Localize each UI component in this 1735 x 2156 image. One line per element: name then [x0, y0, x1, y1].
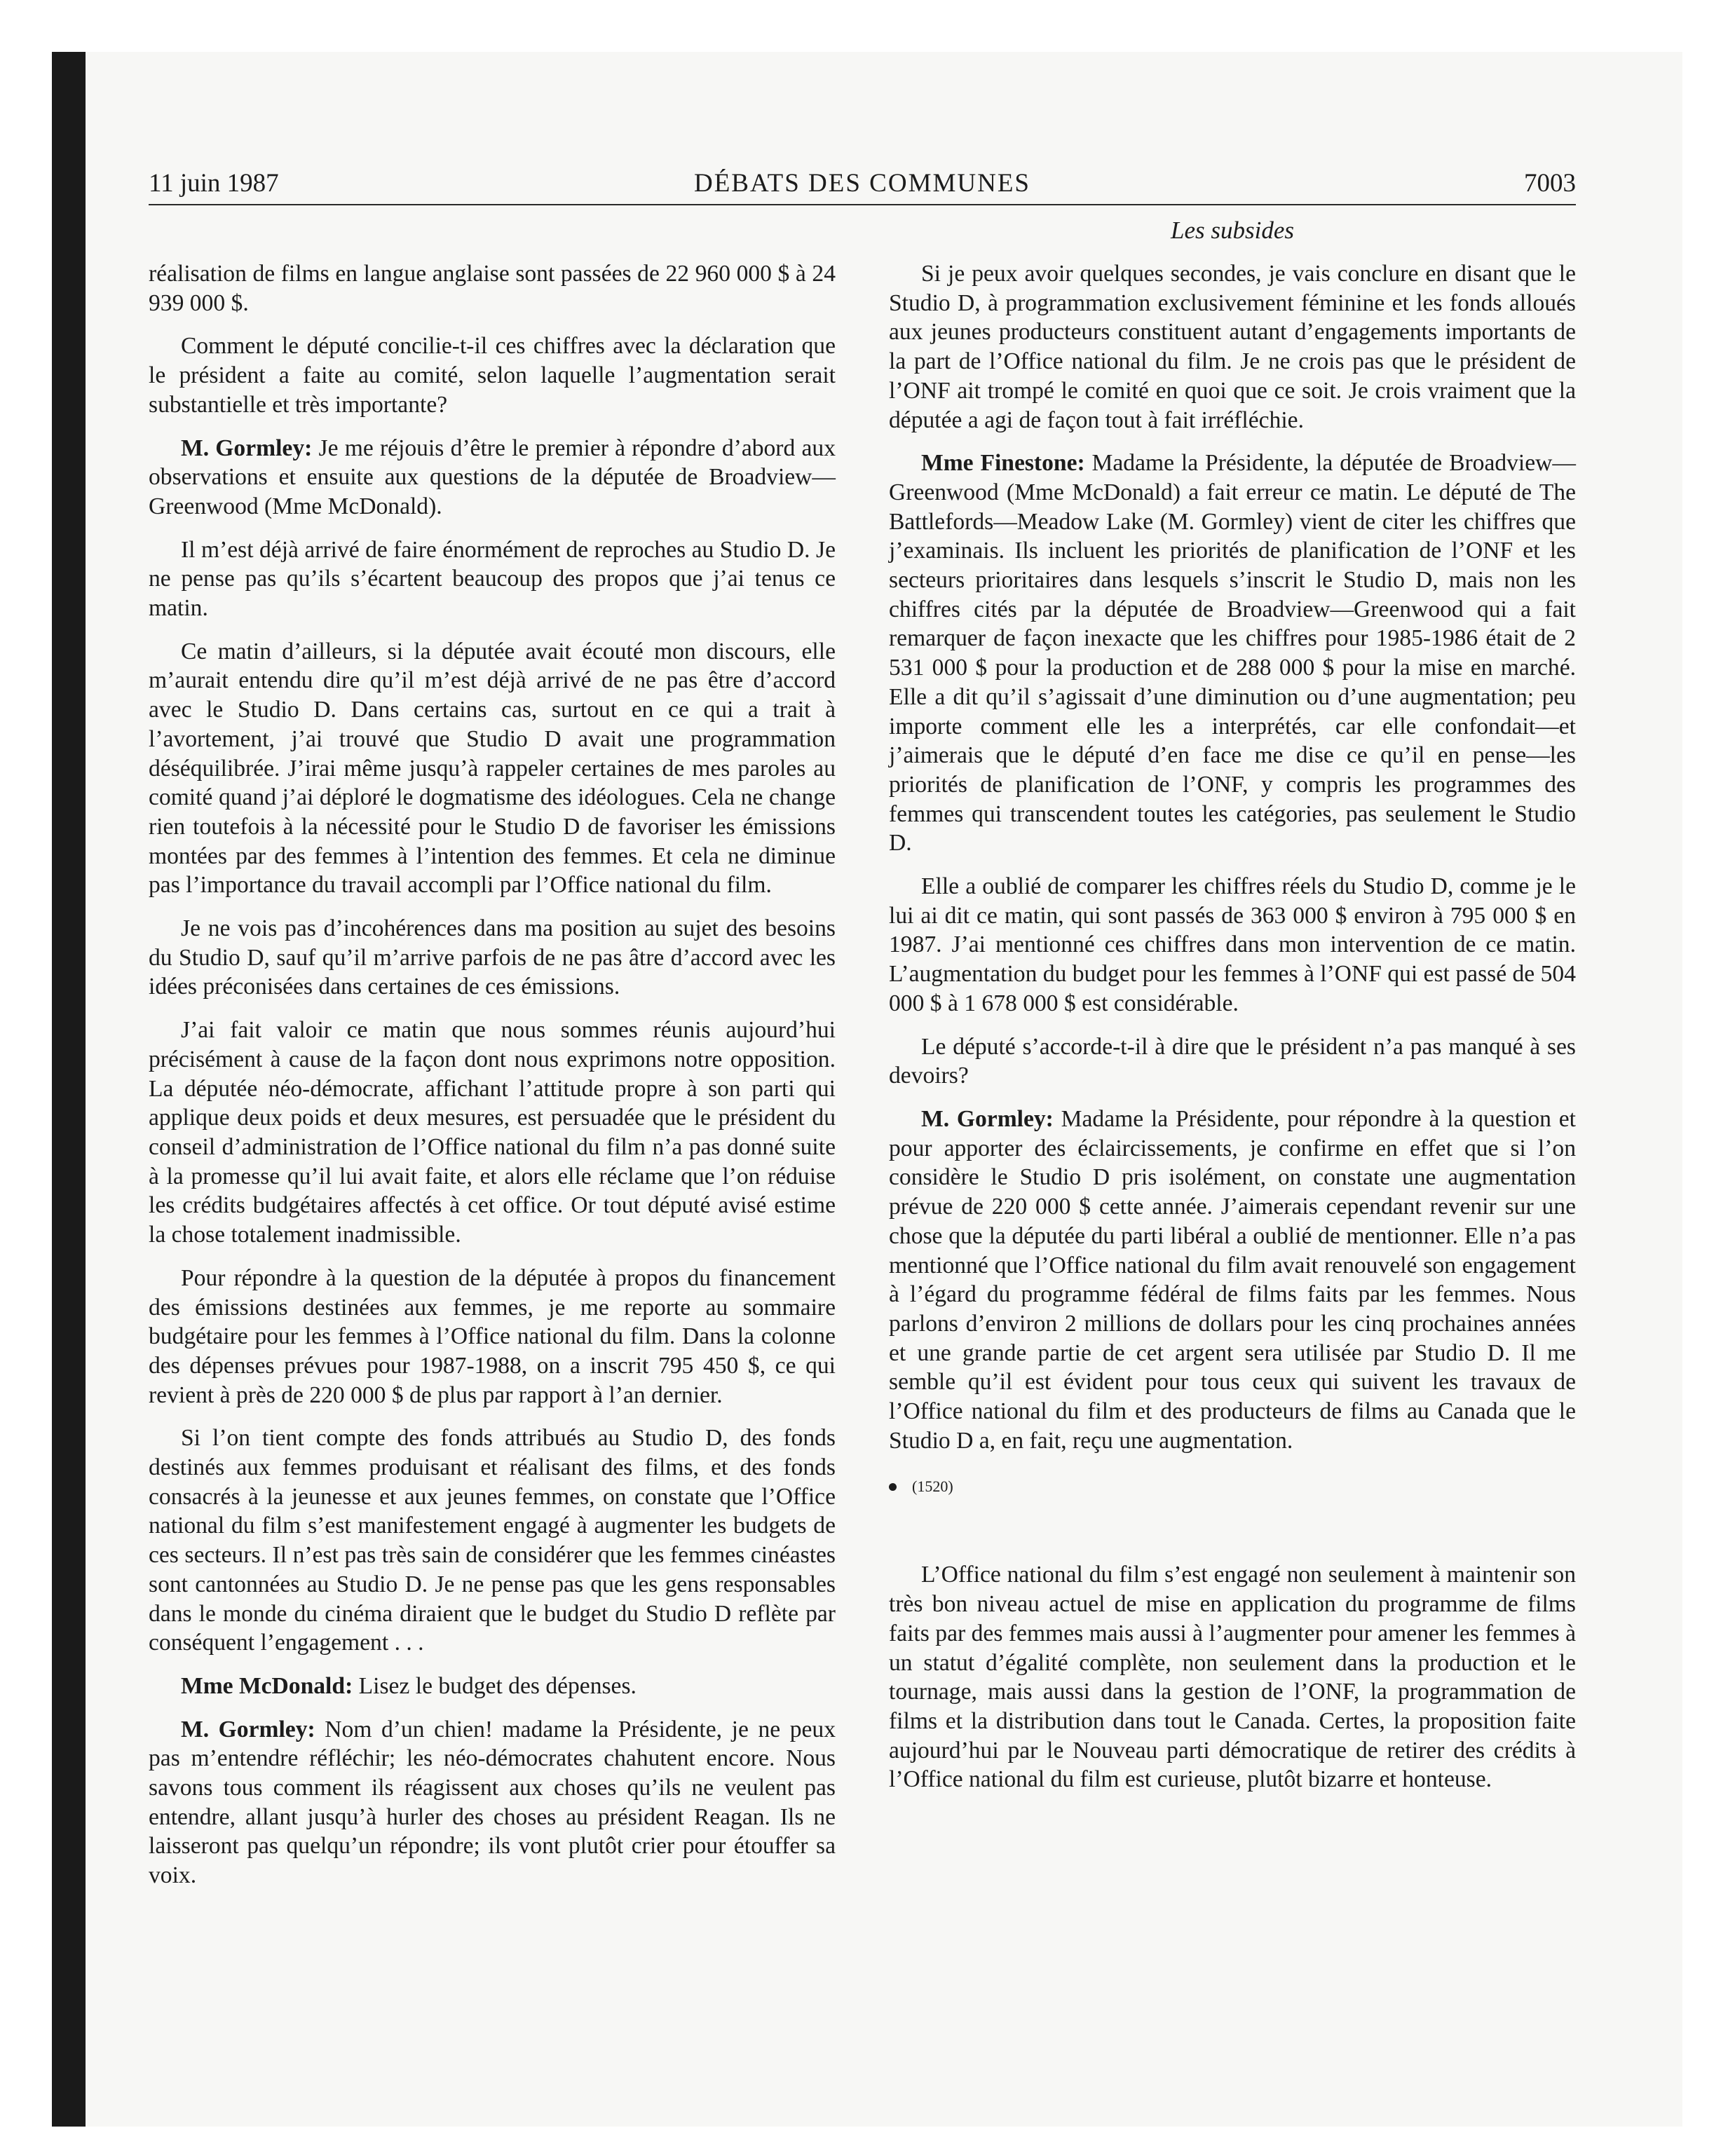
paragraph-text: J’ai fait valoir ce matin que nous sommes réunis aujourd’hui précisément à cause de la façon dont nous exprimons notre opposition. La députée néo-démocrate, affichant l’attitude propre à son parti qui applique deux poids et deux mesures, est persuadée que le président du conseil d’administration de l’Office national du film n’a pas donné suite à la promesse qu’il lui avait faite, et alors elle réclame que l’on réduise les crédits budgétaires affectés à cet office. Or tout député avisé estime la chose totalement inadmissible.	[149, 1017, 836, 1248]
header-date: 11 juin 1987	[149, 169, 279, 198]
paragraph	[889, 259, 1576, 435]
header-rule	[149, 204, 1576, 205]
speaker-name: M. Gormley:	[921, 1105, 1054, 1132]
paragraph	[149, 1672, 836, 1701]
paragraph-text: Comment le député concilie-t-il ces chiffres avec la déclaration que le président a faite au comité, selon laquelle l’augmentation serait substantielle et très importante?	[149, 333, 836, 418]
paragraph-text: Pour répondre à la question de la députée à propos du financement des émissions destinées aux femmes, je me reporte au sommaire budgétaire pour les femmes à l’Office national du film. Dans la colonne des dépenses prévues pour 1987-1988, on a inscrit 795 450 $, ce qui revient à près de 220 000 $ de plus par rapport à l’an dernier.	[149, 1264, 836, 1408]
speaker-name: M. Gormley:	[181, 1716, 315, 1742]
paragraph	[149, 332, 836, 419]
paragraph	[149, 1016, 836, 1250]
paragraph	[149, 1424, 836, 1658]
running-head: Les subsides	[1171, 217, 1294, 244]
paragraph-text: Si je peux avoir quelques secondes, je vais conclure en disant que le Studio D, à programmation exclusivement féminine et les fonds alloués aux jeunes producteurs constituent autant d’engagements importants de la part de l’Office national du film. Je ne crois pas que le président de l’ONF ait trompé le comité en quoi que ce soit. Je crois vraiment que la députée a agi de façon tout à fait irréfléchie.	[889, 261, 1576, 433]
speaker-name: M. Gormley:	[181, 435, 313, 461]
right-column	[889, 259, 1576, 1808]
paragraph	[889, 1032, 1576, 1091]
paragraph-text: Si l’on tient compte des fonds attribués au Studio D, des fonds destinés aux femmes produisant et réalisant des films, et des fonds consacrés à la jeunesse et aux jeunes femmes, on constate que l’Office national du film s’est manifestement engagé à augmenter les budgets de ces secteurs. Il n’est pas très sain de considérer que les femmes cinéastes sont cantonnées au Studio D. Je ne pense pas que les gens responsables dans le monde du cinéma diraient que le budget du Studio D reflète par conséquent l’engagement . . .	[149, 1425, 836, 1656]
paragraph-text: Madame la Présidente, la députée de Broadview—Greenwood (Mme McDonald) a fait erreur ce matin. Le député de The Battlefords—Meadow Lake (M. Gormley) vient de citer les chiffres que j’examinais. Ils incluent les priorités de planification de l’ONF et les secteurs prioritaires dans lesquels s’inscrit le Studio D, mais non les chiffres cités par la députée de Broadview—Greenwood qui a fait remarquer de façon inexacte que les chiffres pour 1985-1986 était de 2 531 000 $ pour la production et de 288 000 $ pour la mise en marché. Elle a dit qu’il s’agissait d’une diminution ou d’une augmentation; peu importe comment elle les a interprétés, car elle confondait—et j’aimerais que le député d’en face me dise ce qu’il en pense—les priorités de planification de l’ONF, y compris les programmes des femmes qui transcendent toutes les catégories, pas seulement le Studio D.	[889, 450, 1576, 857]
time-marker	[889, 1476, 1576, 1497]
paragraph	[889, 872, 1576, 1018]
paragraph	[149, 637, 836, 900]
paragraph-text: Je me réjouis d’être le premier à répondre d’abord aux observations et ensuite aux questions de la députée de Broadview—Greenwood (Mme McDonald).	[149, 435, 836, 519]
paragraph-text: Il m’est déjà arrivé de faire énormément de reproches au Studio D. Je ne pense pas qu’ils s’écartent beaucoup des propos que j’ai tenus ce matin.	[149, 536, 836, 622]
header-title: DÉBATS DES COMMUNES	[693, 169, 1030, 198]
paragraph-text: Je ne vois pas d’incohérences dans ma position au sujet des besoins du Studio D, sauf qu’il m’arrive parfois de ne pas âtre d’accord avec les idées préconisées dans certaines de ces émissions.	[149, 915, 836, 1000]
paragraph	[889, 1560, 1576, 1794]
speaker-name: Mme McDonald:	[181, 1672, 353, 1699]
paragraph-text: L’Office national du film s’est engagé non seulement à maintenir son très bon niveau actuel de mise en application du programme de films faits par des femmes mais aussi à l’augmenter pour amener les femmes à un statut d’égalité complète, non seulement dans la production et le tournage, mais aussi dans la gestion de l’ONF, la programmation de films et la distribution dans tout le Canada. Certes, la proposition faite aujourd’hui par le Nouveau parti démocratique de retirer des crédits à l’Office national du film est curieuse, plutôt bizarre et honteuse.	[889, 1562, 1576, 1793]
bullet-icon	[889, 1483, 897, 1491]
page-header	[149, 163, 1576, 205]
paragraph-text: réalisation de films en langue anglaise sont passées de 22 960 000 $ à 24 939 000 $.	[149, 261, 836, 316]
paragraph	[149, 434, 836, 521]
paragraph-text: Le député s’accorde-t-il à dire que le président n’a pas manqué à ses devoirs?	[889, 1033, 1576, 1089]
scan-binding-edge	[52, 52, 86, 2127]
paragraph-text: Elle a oublié de comparer les chiffres réels du Studio D, comme je le lui ai dit ce matin, qui sont passés de 363 000 $ environ à 795 000 $ en 1987. J’ai mentionné ces chiffres dans mon intervention de ce matin. L’augmentation du budget pour les femmes à l’ONF qui est passé de 504 000 $ à 1 678 000 $ est considérable.	[889, 873, 1576, 1016]
time-marker-label: (1520)	[912, 1478, 953, 1496]
paragraph-text: Ce matin d’ailleurs, si la députée avait écouté mon discours, elle m’aurait entendu dire qu’il m’est déjà arrivé de ne pas être d’accord avec le Studio D. Dans certains cas, surtout en ce qui a trait à l’avortement, j’ai trouvé que Studio D avait une programmation déséquilibrée. J’irai même jusqu’à rappeler certaines de mes paroles au comité quand j’ai déploré le dogmatisme des idéologues. Cela ne change rien toutefois à la nécessité pour le Studio D de favoriser les émissions montées par des femmes à l’intention des femmes. Et cela ne diminue pas l’importance du travail accompli par l’Office national du film.	[149, 638, 836, 899]
paragraph	[149, 259, 836, 318]
paragraph	[149, 535, 836, 623]
paragraph	[149, 1715, 836, 1890]
paragraph-text: Lisez le budget des dépenses.	[353, 1672, 637, 1699]
paragraph-text: Madame la Présidente, pour répondre à la question et pour apporter des éclaircissements, je confirme en effet que si l’on considère le Studio D pris isolément, on constate une augmentation prévue de 220 000 $ cette année. J’aimerais cependant revenir sur une chose que la députée du parti libéral a oublié de mentionner. Elle n’a pas mentionné que l’Office national du film avait renouvelé son engagement à l’égard du programme fédéral de films faits par les femmes. Nous parlons d’environ 2 millions de dollars pour les cinq prochaines années et une grande partie de cet argent sera utilisée par Studio D. Il me semble qu’il est évident pour tous ceux qui suivent les travaux de l’Office national du film et des producteurs de films au Canada que le Studio D a, en fait, reçu une augmentation.	[889, 1105, 1576, 1454]
header-page-number: 7003	[1524, 169, 1576, 198]
speaker-name: Mme Finestone:	[921, 450, 1085, 477]
paragraph-text: Nom d’un chien! madame la Présidente, je ne peux pas m’entendre réfléchir; les néo-démocrates chahutent encore. Nous savons tous comment ils réagissent aux choses qu’ils ne veulent pas entendre, allant jusqu’à hurler des choses au président Reagan. Ils ne laisseront pas quelqu’un répondre; ils vont plutôt crier pour étouffer sa voix.	[149, 1716, 836, 1889]
paragraph	[889, 449, 1576, 858]
right-column-bottom	[889, 1560, 1576, 1794]
right-column-top	[889, 259, 1576, 1455]
paragraph	[889, 1105, 1576, 1455]
paragraph	[149, 1264, 836, 1410]
paragraph	[149, 914, 836, 1002]
left-column	[149, 259, 836, 1904]
